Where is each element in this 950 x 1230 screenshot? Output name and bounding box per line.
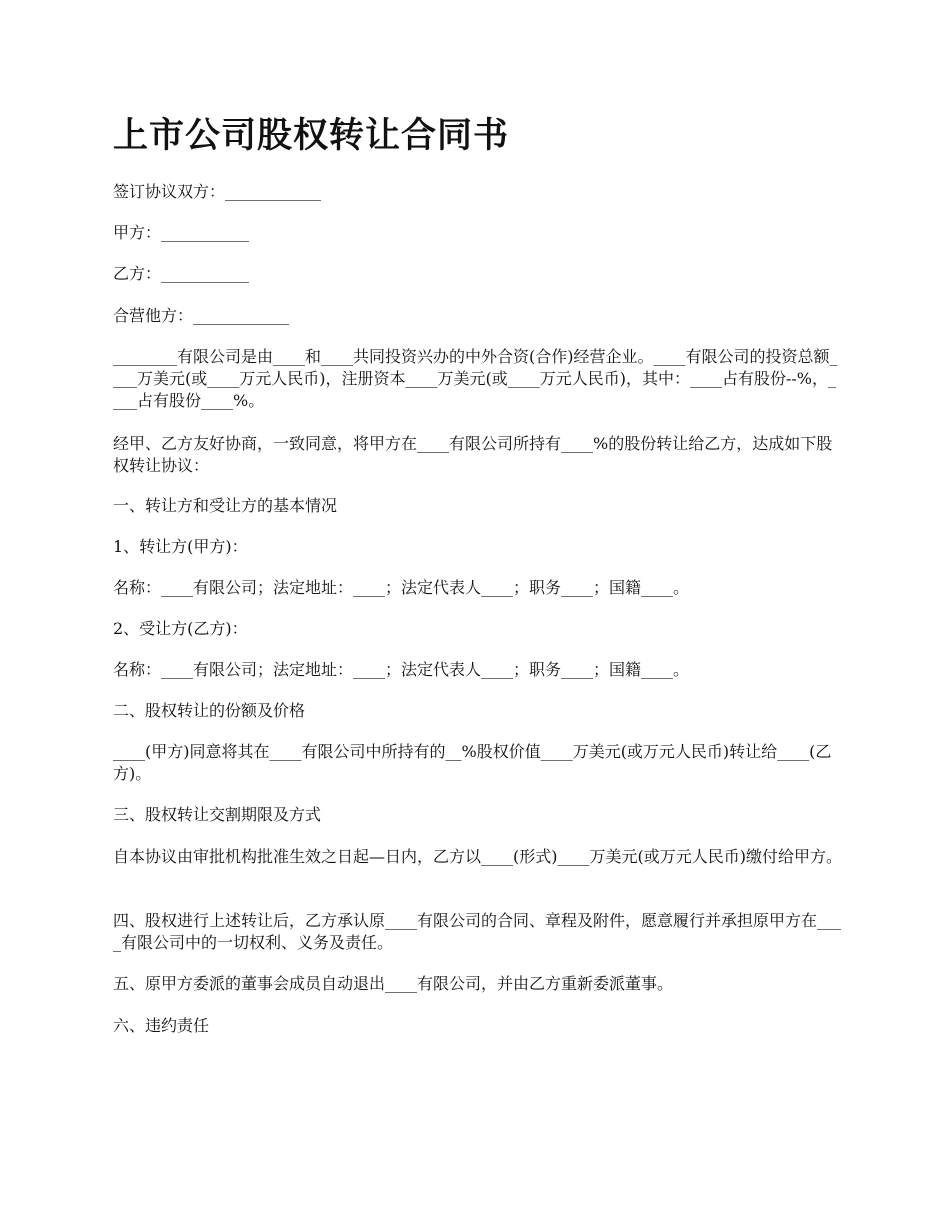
paragraph-party-a: 甲方：___________ (113, 223, 250, 242)
paragraph-share-price: ____(甲方)同意将其在____有限公司中所持有的__%股权价值____万美元(或万元人民币)转让给____(乙方)。 (113, 742, 832, 783)
paragraph-section-4: 四、股权进行上述转让后，乙方承认原____有限公司的合同、章程及附件，愿意履行并承担原甲方在____有限公司中的一切权利、义务及责任。 (113, 911, 842, 952)
section-heading-2: 二、股权转让的份额及价格 (113, 701, 306, 720)
subheading-transferor: 1、转让方(甲方)： (113, 537, 248, 556)
paragraph-company-intro: ________有限公司是由____和____共同投资兴办的中外合资(合作)经营企业。____有限公司的投资总额____万美元(或____万元人民币)，注册资本____万美元(或____万元人民币)，其中：____占有股份--%，____占有股份____%。 (113, 347, 838, 410)
paragraph-signing-parties: 签订协议双方：____________ (113, 182, 322, 201)
paragraph-party-b: 乙方：___________ (113, 264, 250, 283)
section-heading-3: 三、股权转让交割期限及方式 (113, 805, 322, 824)
paragraph-transferor-info: 名称：____有限公司；法定地址：____；法定代表人____；职务____；国籍____。 (113, 578, 690, 597)
paragraph-other-party: 合营他方：____________ (113, 306, 290, 325)
paragraph-agreement-intro: 经甲、乙方友好协商，一致同意，将甲方在____有限公司所持有____%的股份转让给乙方，达成如下股权转让协议： (113, 434, 833, 475)
subheading-transferee: 2、受让方(乙方)： (113, 619, 248, 638)
section-heading-1: 一、转让方和受让方的基本情况 (113, 496, 338, 515)
document-title: 上市公司股权转让合同书 (113, 116, 510, 156)
paragraph-section-5: 五、原甲方委派的董事会成员自动退出____有限公司，并由乙方重新委派董事。 (113, 974, 674, 993)
paragraph-transferee-info: 名称：____有限公司；法定地址：____；法定代表人____；职务____；国籍____。 (113, 660, 690, 679)
paragraph-delivery-terms: 自本协议由审批机构批准生效之日起—日内，乙方以____(形式)____万美元(或万元人民币)缴付给甲方。 (113, 847, 842, 866)
section-heading-6: 六、违约责任 (113, 1016, 210, 1035)
